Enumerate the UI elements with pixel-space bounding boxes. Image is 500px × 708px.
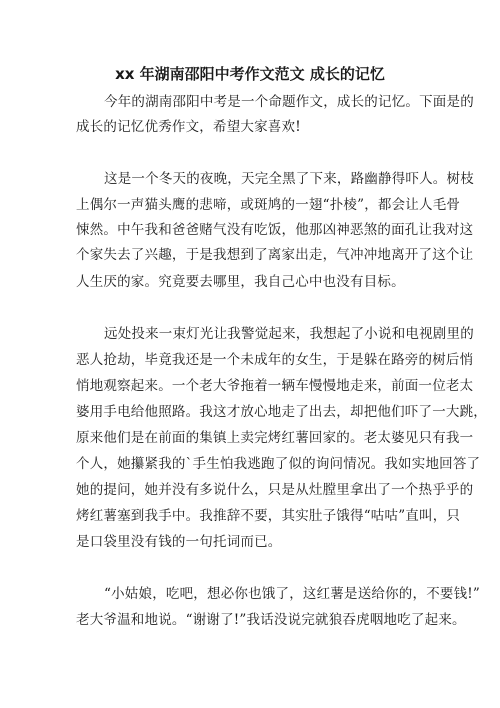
paragraph-1-line-2: 成长的记忆优秀作文，希望大家喜欢!: [76, 119, 301, 135]
paragraph-2-line-2: 上偶尔一声猫头鹰的悲啼，或斑鸠的一翅“扑棱”，都会让人毛骨: [76, 197, 461, 213]
paragraph-3-line-3: 悄地观察起来。一个老大爷拖着一辆车慢慢地走来，前面一位老太: [76, 378, 474, 394]
paragraph-2-line-5: 人生厌的家。究竟要去哪里，我自己心中也没有目标。: [76, 274, 405, 290]
paragraph-3-line-5: 原来他们是在前面的集镇上卖完烤红薯回家的。老太婆见只有我一: [76, 430, 474, 446]
paragraph-1-line-1: 今年的湖南邵阳中考是一个命题作文，成长的记忆。下面是的: [104, 94, 474, 110]
paragraph-4-line-2: 老大爷温和地说。“谢谢了!”我话没说完就狼吞虎咽地吃了起来。: [76, 612, 466, 628]
page-title: xx 年湖南邵阳中考作文范文 成长的记忆: [115, 65, 385, 83]
paragraph-2-line-1: 这是一个冬天的夜晚，天完全黑了下来，路幽静得吓人。树枝: [104, 171, 474, 187]
paragraph-3-line-1: 远处投来一束灯光让我警觉起来，我想起了小说和电视剧里的: [104, 326, 474, 342]
paragraph-4-line-1: “小姑娘，吃吧，想必你也饿了，这红薯是送给你的，不要钱!”: [104, 586, 481, 602]
paragraph-2-line-4: 个家失去了兴趣，于是我想到了离家出走，气冲冲地离开了这个让: [76, 247, 474, 263]
paragraph-3-line-9: 是口袋里没有钱的一句托词而已。: [76, 534, 282, 550]
paragraph-3-line-8: 烤红薯塞到我手中。我推辞不要，其实肚子饿得“咕咕”直叫，只: [76, 508, 461, 524]
paragraph-2-line-3: 悚然。中午我和爸爸赌气没有吃饭，他那凶神恶煞的面孔让我对这: [76, 222, 474, 238]
paragraph-3-line-4: 婆用手电给他照路。我这才放心地走了出去，却把他们吓了一大跳，: [76, 404, 487, 420]
paragraph-3-line-7: 她的提问，她并没有多说什么，只是从灶膛里拿出了一个热乎乎的: [76, 482, 474, 498]
paragraph-3-line-6: 个人，她攥紧我的`手生怕我逃跑了似的询问情况。我如实地回答了: [76, 456, 481, 472]
paragraph-3-line-2: 恶人抢劫，毕竟我还是一个未成年的女生，于是躲在路旁的树后悄: [76, 352, 474, 368]
